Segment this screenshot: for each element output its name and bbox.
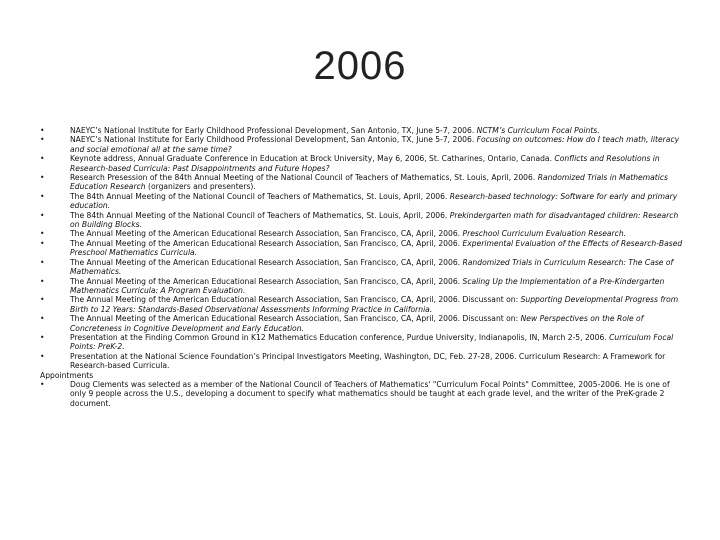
list-item: [38, 277, 686, 296]
item-title: Experimental Evaluation of the Effects of Research-Based Preschool Mathematics Curricula.: [70, 238, 683, 258]
item-text: The 84th Annual Meeting of the National Council of Teachers of Mathematics, St. Louis, April, 2006.: [70, 191, 450, 201]
bullet-icon: •: [40, 135, 45, 145]
item-text: The Annual Meeting of the American Educational Research Association, San Francisco, CA, April, 2006.: [70, 276, 463, 286]
bullet-icon: •: [40, 332, 45, 342]
item-text: Keynote address, Annual Graduate Conference in Education at Brock University, May 6, 2006, St. Catharines, Ontario, Canada.: [70, 154, 555, 164]
bullet-icon: •: [40, 126, 45, 135]
bullet-icon: •: [40, 295, 45, 305]
bullet-icon: •: [40, 257, 45, 267]
bullet-icon: •: [40, 238, 45, 248]
bullet-icon: •: [40, 154, 45, 164]
bullet-icon: •: [40, 379, 45, 389]
list-item: [38, 258, 686, 277]
item-text: The Annual Meeting of the American Educational Research Association, San Francisco, CA, April, 2006.: [70, 238, 463, 248]
item-title: Curriculum Focal Points: PreK-2.: [70, 332, 674, 352]
item-text: The Annual Meeting of the American Educational Research Association, San Francisco, CA, April, 2006. Discussant on:: [70, 295, 521, 305]
item-title: Scaling Up the Implementation of a Pre-Kindergarten Mathematics Curricula: A Program Evaluation.: [70, 276, 665, 295]
item-text: NAEYC’s National Institute for Early Childhood Professional Development, San Antonio, TX, June 5-7, 2006.: [70, 126, 477, 135]
list-item: [38, 211, 686, 230]
bullet-icon: •: [40, 210, 45, 220]
item-title: NCTM’s Curriculum Focal Points.: [476, 126, 600, 135]
item-title: New Perspectives on the Role of Concreteness in Cognitive Development and Early Education.: [70, 314, 644, 333]
list-item: [38, 154, 686, 173]
item-text: The Annual Meeting of the American Educational Research Association, San Francisco, CA, April, 2006.: [70, 257, 463, 267]
item-title: Focusing on outcomes: How do I teach math, literacy and social emotional all at the same time?: [70, 135, 680, 154]
list-item: [38, 295, 686, 314]
item-text: Presentation at the Finding Common Ground in K12 Mathematics Education conference, Purdue University, Indianapolis, IN, March 2-5, 2006.: [70, 332, 610, 342]
item-text: Presentation at the National Science Foundation’s Principal Investigators Meeting, Washington, DC, Feb. 27-28, 2006. Curriculum Research: A Framework for Research-based Curricula.: [70, 351, 666, 371]
page-title: 2006: [313, 44, 407, 88]
appointments-heading: Appointments: [40, 370, 94, 380]
item-text: The Annual Meeting of the American Educational Research Association, San Francisco, CA, April, 2006.: [70, 229, 463, 239]
appointments-list: [38, 380, 686, 408]
list-item: [38, 314, 686, 333]
bullet-icon: •: [40, 173, 45, 183]
item-title: Research-based technology: Software for early and primary education.: [70, 191, 678, 211]
presentations-list: [38, 126, 686, 371]
item-text: The 84th Annual Meeting of the National Council of Teachers of Mathematics, St. Louis, April, 2006.: [70, 210, 450, 220]
item-text: Research Presession of the 84th Annual Meeting of the National Council of Teachers of Mathematics, St. Louis, April, 2006.: [70, 173, 538, 183]
item-text: The Annual Meeting of the American Educational Research Association, San Francisco, CA, April, 2006. Discussant on:: [70, 314, 521, 324]
bullet-icon: •: [40, 191, 45, 201]
list-item: [38, 333, 686, 352]
list-item: [38, 192, 686, 211]
appointment-item: [38, 380, 686, 408]
list-item: [38, 126, 686, 135]
list-item: [38, 229, 686, 238]
item-text: NAEYC’s National Institute for Early Childhood Professional Development, San Antonio, TX, June 5-7, 2006.: [70, 135, 477, 145]
item-title: Randomized Trials in Mathematics Education Research: [70, 173, 668, 192]
appointment-text: Doug Clements was selected as a member of the National Council of Teachers of Mathematics' "Curriculum Focal Points" Committee, 2005-2006. He is one of only 9 people across the U.S., developing a document to specify what mathematics should be taught at each grade level, and the writer of the PreK-grade 2 document.: [70, 379, 670, 408]
item-title: Supporting Developmental Progress from Birth to 12 Years: Standards-Based Observational Assessments Informing Practice in California.: [70, 295, 679, 314]
list-item: [38, 135, 686, 154]
item-tail: (organizers and presenters).: [145, 182, 256, 192]
list-item: [38, 173, 686, 192]
item-title: Prekindergarten math for disadvantaged children: Research on Building Blocks.: [70, 210, 679, 230]
bullet-icon: •: [40, 229, 45, 239]
bullet-icon: •: [40, 276, 45, 286]
slide-body: [38, 126, 686, 408]
bullet-icon: •: [40, 351, 45, 361]
bullet-icon: •: [40, 314, 45, 324]
item-title: Conflicts and Resolutions in Research-based Curricula: Past Disappointments and Future Hopes?: [70, 154, 660, 173]
item-title: Preschool Curriculum Evaluation Research.: [462, 229, 627, 239]
item-title: Randomized Trials in Curriculum Research: The Case of Mathematics.: [70, 257, 674, 277]
list-item: [38, 239, 686, 258]
list-item: [38, 352, 686, 371]
